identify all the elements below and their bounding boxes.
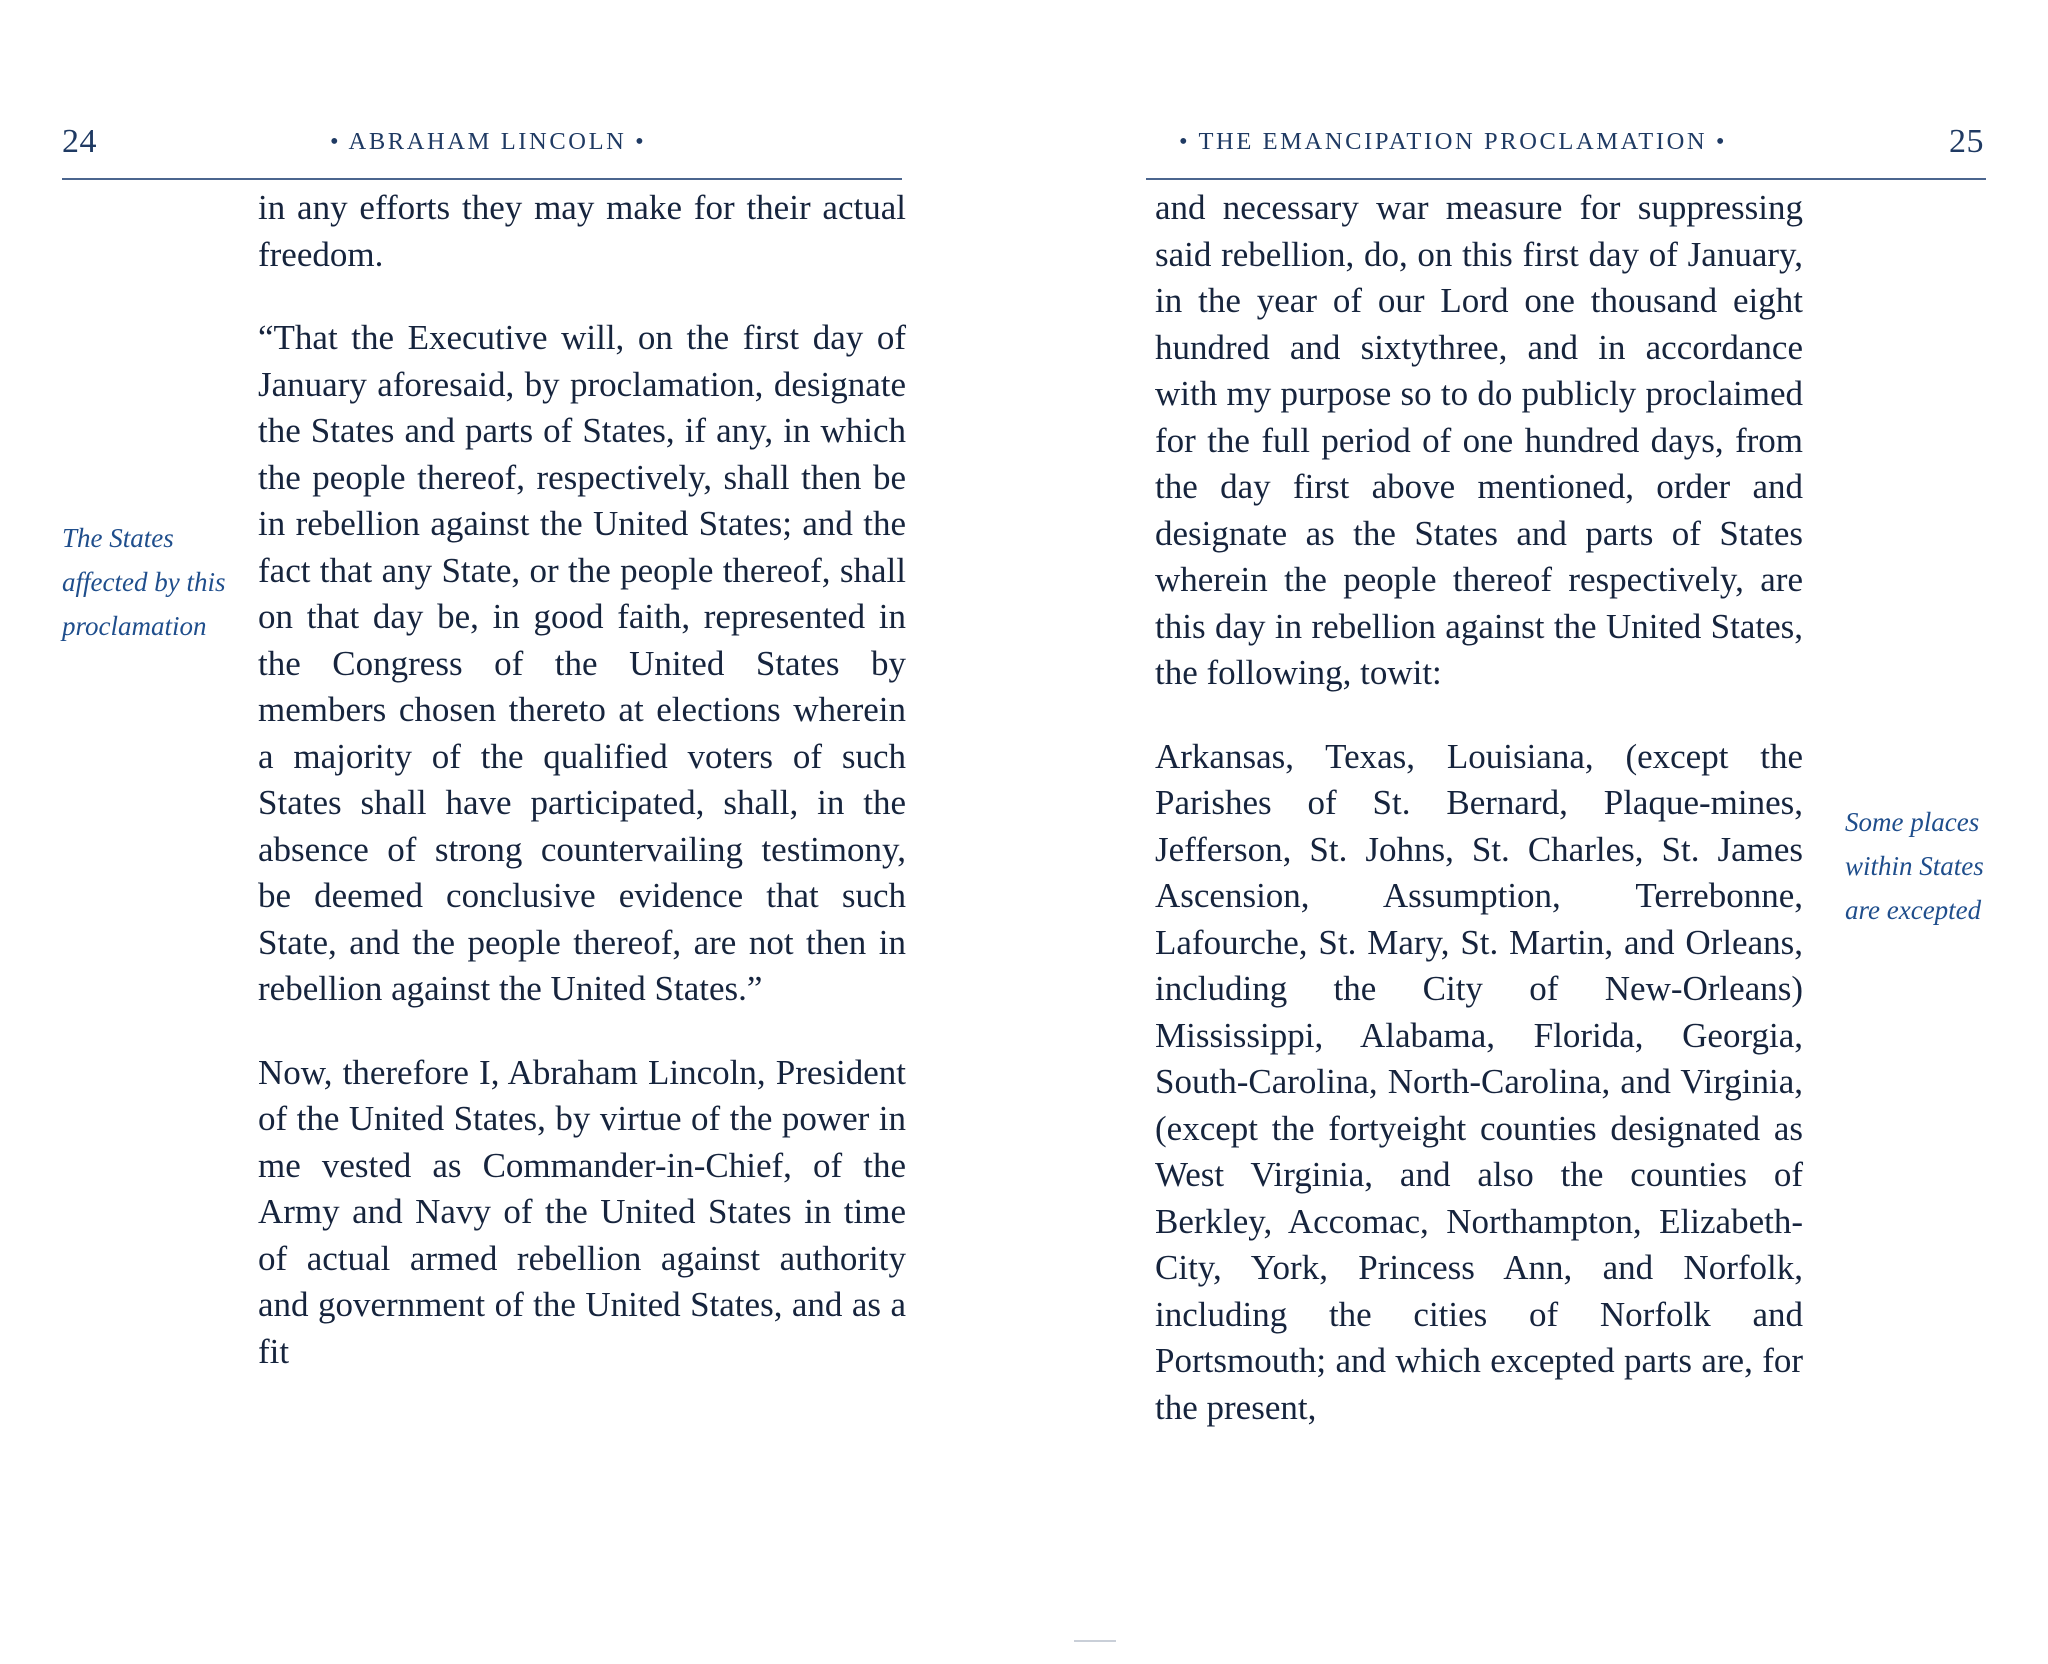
gutter-bottom-mark <box>1074 1640 1116 1642</box>
left-running-head: • ABRAHAM LINCOLN • <box>330 128 647 155</box>
right-running-head: • THE EMANCIPATION PROCLAMATION • <box>1179 128 1728 155</box>
left-folio-wrapper <box>62 122 97 162</box>
right-column-body <box>1155 185 1803 1431</box>
paragraph: in any efforts they may make for their actual freedom. <box>258 188 906 274</box>
right-folio-wrapper <box>1949 122 1984 162</box>
right-page-folio: 25 <box>1949 123 1984 160</box>
left-running-head-wrapper <box>330 122 646 162</box>
left-header-rule <box>62 178 902 180</box>
paragraph: and necessary war measure for suppressing said rebellion, do, on this first day of January, in the year of our Lord one thousand eight hundred and sixtythree, and in accordance with my purpose so to do publicly proclaimed for the full period of one hundred days, from the day first above mentioned, order and designate as the States and parts of States wherein the people thereof respectively, are this day in rebellion against the United States, the following, towit: <box>1155 188 1803 692</box>
left-column-body <box>258 185 906 1375</box>
right-page <box>1024 0 2048 1664</box>
right-running-head-wrapper <box>1179 122 1727 162</box>
left-page-folio: 24 <box>62 123 97 160</box>
marginal-note-right: Some places within States are excepted <box>1845 807 1984 925</box>
paragraph: Arkansas, Texas, Louisiana, (except the Parishes of St. Bernard, Plaque-mines, Jefferson, St. Johns, St. Charles, St. James Ascension, Assumption, Terrebonne, Lafourche, St. Mary, St. Martin, and Orleans, including the City of New-Orleans) Mississippi, Alabama, Florida, Georgia, South-Carolina, North-Carolina, and Virginia, (except the fortyeight counties designated as West Virginia, and also the counties of Berkley, Accomac, Northampton, Elizabeth-City, York, Princess Ann, and Norfolk, including the cities of Norfolk and Portsmouth; and which excepted parts are, for the present, <box>1155 736 1803 1427</box>
marginal-note-left: The States affected by this proclamation <box>62 523 226 641</box>
paragraph: Now, therefore I, Abraham Lincoln, President of the United States, by virtue of the power in me vested as Commander-in-Chief, of the Army and Navy of the United States in time of actual armed rebellion against authority and government of the United States, and as a fit <box>258 1052 906 1371</box>
right-header-rule <box>1146 178 1986 180</box>
paragraph: “That the Executive will, on the first day of January aforesaid, by proclamation, designate the States and parts of States, if any, in which the people thereof, respectively, shall then be in rebellion against the United States; and the fact that any State, or the people thereof, shall on that day be, in good faith, represented in the Congress of the United States by members chosen thereto at elections wherein a majority of the qualified voters of such States shall have participated, shall, in the absence of strong countervailing testimony, be deemed conclusive evidence that such State, and the people thereof, are not then in rebellion against the United States.” <box>258 318 906 1008</box>
